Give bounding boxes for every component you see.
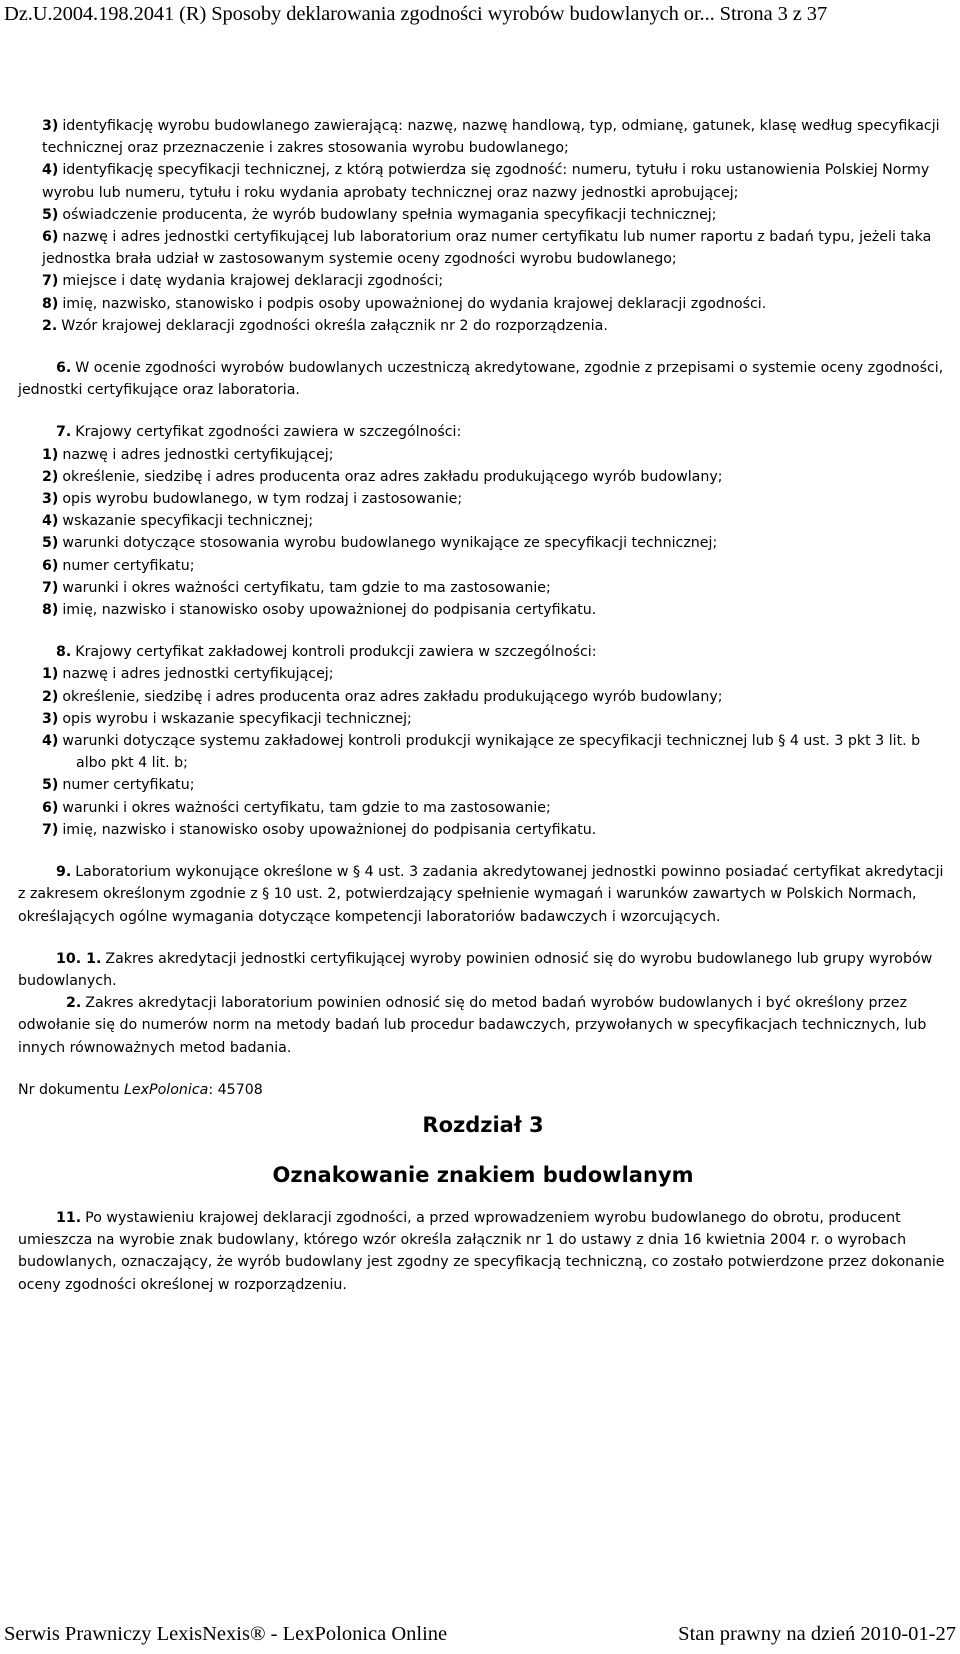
section-10-paragraph-2: 2. Zakres akredytacji laboratorium powinien odnosić się do metod badań wyrobów budowlanych i być określony przez odwołanie się do numerów norm na metody badań lub procedur badawczych, przywołanych w specyfikacjach technicznych, lub innych równoważnych metod badania. — [18, 995, 927, 1056]
list-item: 2) określenie, siedzibę i adres producenta oraz adres zakładu produkującego wyrób budowlany; — [42, 468, 723, 485]
list-item: 5) numer certyfikatu; — [42, 777, 195, 794]
page-header: Dz.U.2004.198.2041 (R) Sposoby deklarowania zgodności wyrobów budowlanych or... Strona 3 z 37 — [4, 3, 828, 25]
footer-source: Serwis Prawniczy LexisNexis® - LexPolonica Online — [4, 1623, 448, 1645]
list-item: 8) imię, nazwisko i stanowisko osoby upoważnionej do podpisania certyfikatu. — [42, 602, 597, 619]
list-item: 6) numer certyfikatu; — [42, 557, 195, 574]
list-item: 8) imię, nazwisko, stanowisko i podpis osoby upoważnionej do wydania krajowej deklaracji zgodności. — [42, 295, 767, 312]
list-item: 7) imię, nazwisko i stanowisko osoby upoważnionej do podpisania certyfikatu. — [42, 821, 597, 838]
lexpolonica-brand: LexPolonica — [124, 1081, 209, 1098]
list-item: 6) nazwę i adres jednostki certyfikującej lub laboratorium oraz numer certyfikatu lub numer raportu z badań typu, jeżeli taka jednostka brała udział w zastosowanym systemie oceny zgodności wyrobu budowlanego; — [42, 229, 932, 268]
document-body — [18, 115, 948, 1296]
chapter-number: Rozdział 3 — [422, 1112, 544, 1137]
list-item: 4) identyfikację specyfikacji technicznej, z którą potwierdza się zgodność: numeru, tytułu i roku ustanowienia Polskiej Normy wyrobu lub numeru, tytułu i roku wydania aprobaty technicznej oraz nazwy jednostki aprobującej; — [42, 162, 930, 201]
section-10-paragraph-1: 10. 1. Zakres akredytacji jednostki certyfikującej wyroby powinien odnosić się do wyrobu budowlanego lub grupy wyrobów budowlanych. — [18, 950, 933, 989]
chapter-title: Oznakowanie znakiem budowlanym — [272, 1162, 694, 1187]
list-item: 1) nazwę i adres jednostki certyfikującej; — [42, 446, 334, 463]
list-item: 3) identyfikację wyrobu budowlanego zawierającą: nazwę, nazwę handlową, typ, odmianę, gatunek, klasę według specyfikacji technicznej oraz przeznaczenie i zakres stosowania wyrobu budowlanego; — [42, 118, 940, 157]
list-item: 2) określenie, siedzibę i adres producenta oraz adres zakładu produkującego wyrób budowlany; — [42, 688, 723, 705]
list-item: 3) opis wyrobu i wskazanie specyfikacji technicznej; — [42, 710, 412, 727]
section-7-intro: 7. Krajowy certyfikat zgodności zawiera w szczególności: — [56, 424, 462, 441]
footer-legal-status: Stan prawny na dzień 2010-01-27 — [678, 1623, 956, 1645]
section-8 — [18, 641, 948, 841]
list-item: 3) opis wyrobu budowlanego, w tym rodzaj i zastosowanie; — [42, 491, 463, 508]
list-item: 4) wskazanie specyfikacji technicznej; — [42, 513, 314, 530]
list-item: 5) oświadczenie producenta, że wyrób budowlany spełnia wymagania specyfikacji technicznej; — [42, 206, 717, 223]
list-item: 1) nazwę i adres jednostki certyfikującej; — [42, 666, 334, 683]
paragraph-2: 2. Wzór krajowej deklaracji zgodności określa załącznik nr 2 do rozporządzenia. — [42, 317, 608, 334]
section-9: 9. Laboratorium wykonujące określone w § 4 ust. 3 zadania akredytowanej jednostki powinno posiadać certyfikat akredytacji z zakresem określonym zgodnie z § 10 ust. 2, potwierdzający spełnienie wymagań i warunków zawartych w Polskich Normach, określających ogólne wymagania dotyczące kompetencji laboratoriów badawczych i wzorcujących. — [18, 864, 944, 925]
list-item: 7) miejsce i datę wydania krajowej deklaracji zgodności; — [42, 273, 444, 290]
section-7 — [18, 421, 948, 621]
section-11: 11. Po wystawieniu krajowej deklaracji zgodności, a przed wprowadzeniem wyrobu budowlanego do obrotu, producent umieszcza na wyrobie znak budowlany, którego wzór określa załącznik nr 1 do ustawy z dnia 16 kwietnia 2004 r. o wyrobach budowlanych, oznaczający, że wyrób budowlany jest zgodny ze specyfikacją techniczną, co zostało potwierdzone przez dokonanie oceny zgodności określonej w rozporządzeniu. — [18, 1209, 945, 1293]
list-item: 4) warunki dotyczące systemu zakładowej kontroli produkcji wynikające ze specyfikacji technicznej lub § 4 ust. 3 pkt 3 lit. b albo pkt 4 lit. b; — [42, 733, 921, 772]
section-6: 6. W ocenie zgodności wyrobów budowlanych uczestniczą akredytowane, zgodnie z przepisami o systemie oceny zgodności, jednostki certyfikujące oraz laboratoria. — [18, 360, 944, 399]
section-5-items — [18, 115, 948, 337]
list-item: 7) warunki i okres ważności certyfikatu, tam gdzie to ma zastosowanie; — [42, 579, 551, 596]
section-10 — [18, 948, 948, 1059]
list-item: 5) warunki dotyczące stosowania wyrobu budowlanego wynikające ze specyfikacji technicznej; — [42, 535, 718, 552]
document-number: Nr dokumentu LexPolonica: 45708 — [18, 1081, 263, 1098]
section-8-intro: 8. Krajowy certyfikat zakładowej kontroli produkcji zawiera w szczególności: — [56, 644, 597, 661]
list-item: 6) warunki i okres ważności certyfikatu, tam gdzie to ma zastosowanie; — [42, 799, 551, 816]
